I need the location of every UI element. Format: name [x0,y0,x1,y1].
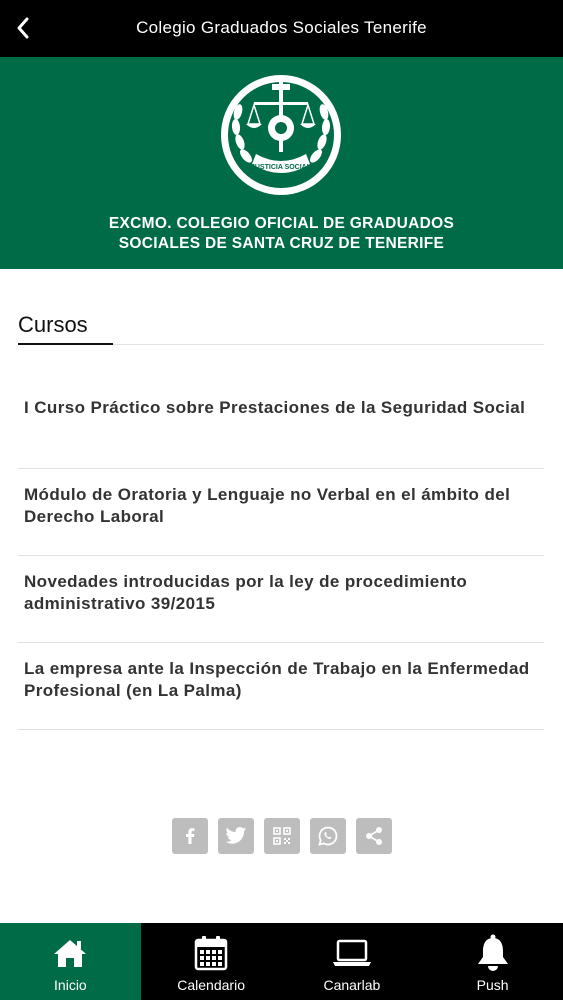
section-title: Cursos [18,312,88,337]
share-button[interactable] [356,818,392,854]
app-title: Colegio Graduados Sociales Tenerife [136,18,427,37]
course-item[interactable] [18,469,544,556]
twitter-icon [225,826,247,846]
tab-canarlab[interactable] [282,923,423,1000]
facebook-share-button[interactable] [172,818,208,854]
bottom-tab-bar [0,923,563,1000]
bell-icon [475,934,511,972]
header-banner [0,57,563,269]
laptop-icon [331,938,373,968]
section-divider [113,344,544,345]
tab-calendario[interactable] [141,923,282,1000]
tab-label: Inicio [54,977,87,993]
college-name-line-1: EXCMO. COLEGIO OFICIAL DE GRADUADOS [108,215,455,232]
course-title: Novedades introducidas por la ley de procedimiento administrativo 39/2015 [24,572,468,613]
qr-code-icon [272,826,292,846]
whatsapp-share-button[interactable] [310,818,346,854]
svg-text:JUSTICIA SOCIAL: JUSTICIA SOCIAL [250,164,312,171]
course-item[interactable] [18,382,544,469]
course-list [18,382,544,730]
tab-label: Calendario [177,977,245,993]
course-title: La empresa ante la Inspección de Trabajo en la Enfermedad Profesional (en La Palma) [24,659,530,700]
facebook-icon [180,826,200,846]
whatsapp-icon [317,825,339,847]
home-icon [52,937,88,969]
tab-push[interactable] [422,923,563,1000]
tab-label: Canarlab [323,977,381,993]
course-title: I Curso Práctico sobre Prestaciones de la Seguridad Social [24,398,526,417]
tab-inicio[interactable] [0,923,141,1000]
college-name-line-2: SOCIALES DE SANTA CRUZ DE TENERIFE [118,235,445,252]
share-buttons [172,818,392,854]
course-title: Módulo de Oratoria y Lenguaje no Verbal en el ámbito del Derecho Laboral [24,485,511,526]
twitter-share-button[interactable] [218,818,254,854]
college-seal-logo [218,72,344,198]
qr-code-button[interactable] [264,818,300,854]
calendar-icon [194,935,228,971]
course-item[interactable] [18,643,544,730]
top-navigation-bar [0,0,563,57]
section-title-underline [18,343,113,345]
share-icon [364,826,384,846]
course-item[interactable] [18,556,544,643]
tab-label: Push [476,977,509,993]
